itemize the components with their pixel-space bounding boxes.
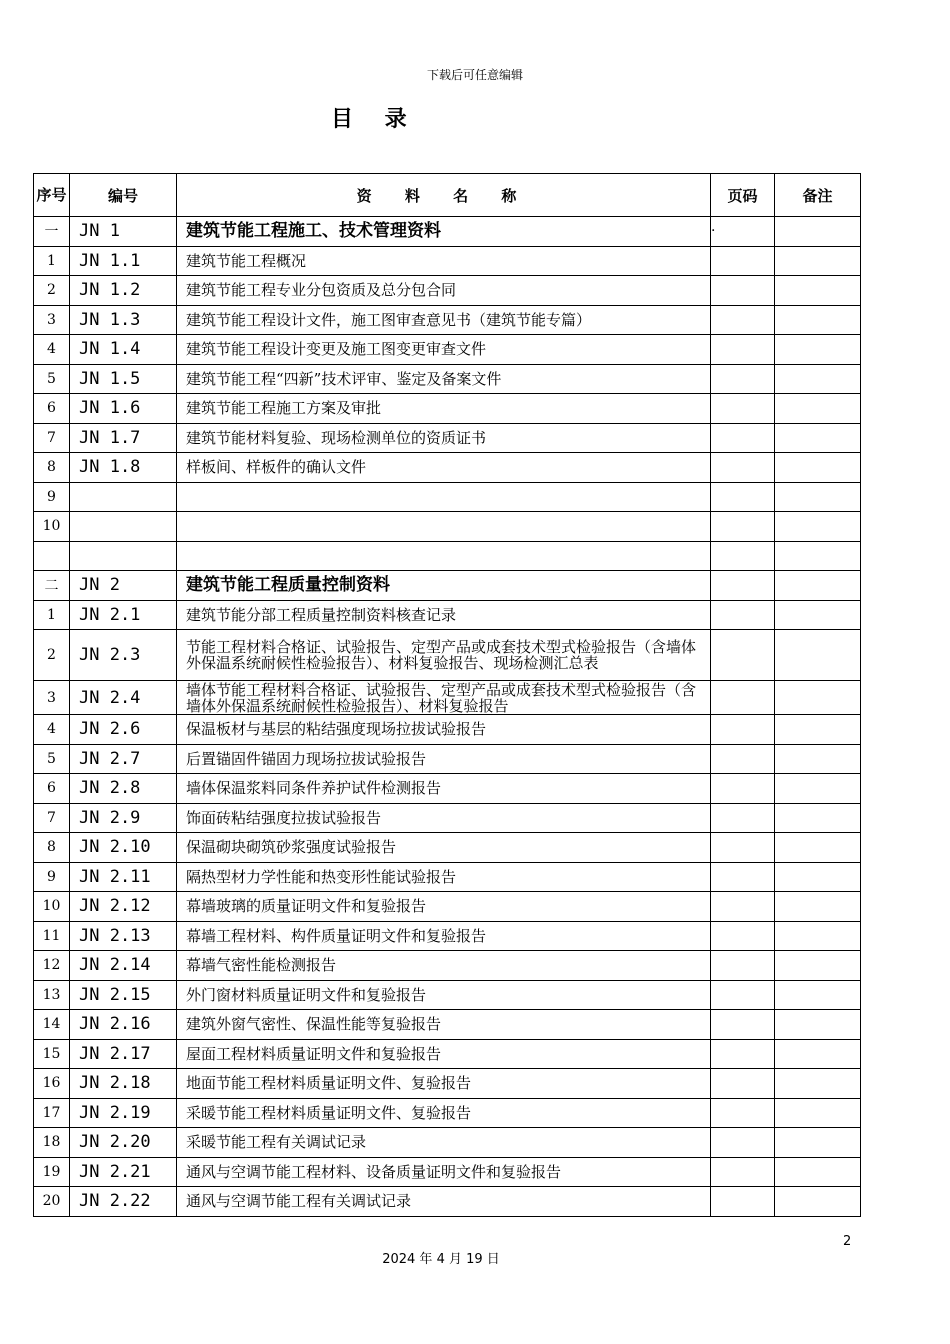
name-cell: 节能工程材料合格证、试验报告、定型产品或成套技术型式检验报告（含墙体外保温系统耐候性检验报告）、材料复验报告、现场检测汇总表 (177, 630, 711, 681)
table-row (34, 1039, 861, 1069)
table-body (34, 217, 861, 1217)
name-cell: 隔热型材力学性能和热变形性能试验报告 (177, 862, 711, 892)
table-row (34, 541, 861, 571)
page-cell (711, 1010, 775, 1040)
seq-cell: 9 (34, 862, 70, 892)
header-code: 编号 (70, 174, 177, 217)
code-cell: JN 1 (70, 217, 177, 247)
name-cell: 屋面工程材料质量证明文件和复验报告 (177, 1039, 711, 1069)
table-row (34, 512, 861, 542)
table-row (34, 744, 861, 774)
header-note: 备注 (775, 174, 861, 217)
seq-cell: 1 (34, 246, 70, 276)
name-cell: 建筑节能分部工程质量控制资料核查记录 (177, 600, 711, 630)
page-cell (711, 980, 775, 1010)
code-cell: JN 2.3 (70, 630, 177, 681)
code-cell: JN 2 (70, 571, 177, 601)
page-cell (711, 512, 775, 542)
table-row (34, 364, 861, 394)
name-cell: 采暖节能工程有关调试记录 (177, 1128, 711, 1158)
code-cell (70, 541, 177, 571)
code-cell: JN 2.20 (70, 1128, 177, 1158)
header-seq: 序号 (34, 174, 70, 217)
table-row (34, 335, 861, 365)
table-row (34, 1010, 861, 1040)
name-cell: 样板间、样板件的确认文件 (177, 453, 711, 483)
code-cell: JN 1.7 (70, 423, 177, 453)
header-page: 页码 (711, 174, 775, 217)
code-cell: JN 2.15 (70, 980, 177, 1010)
table-row (34, 833, 861, 863)
note-cell (775, 217, 861, 247)
table-row (34, 921, 861, 951)
note-cell (775, 1010, 861, 1040)
code-cell: JN 2.17 (70, 1039, 177, 1069)
seq-cell: 17 (34, 1098, 70, 1128)
note-cell (775, 774, 861, 804)
section-row (34, 217, 861, 247)
name-cell: 建筑节能工程质量控制资料 (177, 571, 711, 601)
page-cell (711, 1187, 775, 1217)
name-cell: 外门窗材料质量证明文件和复验报告 (177, 980, 711, 1010)
seq-cell: 14 (34, 1010, 70, 1040)
table-row (34, 862, 861, 892)
name-cell: 建筑节能工程“四新”技术评审、鉴定及备案文件 (177, 364, 711, 394)
name-cell: 建筑节能工程施工、技术管理资料 (177, 217, 711, 247)
name-cell: 通风与空调节能工程有关调试记录 (177, 1187, 711, 1217)
seq-cell: 19 (34, 1157, 70, 1187)
name-cell: 饰面砖粘结强度拉拔试验报告 (177, 803, 711, 833)
seq-cell: 13 (34, 980, 70, 1010)
note-cell (775, 1039, 861, 1069)
page-cell (711, 571, 775, 601)
seq-cell: 3 (34, 681, 70, 715)
code-cell: JN 2.16 (70, 1010, 177, 1040)
code-cell: JN 1.2 (70, 276, 177, 306)
name-cell: 保温板材与基层的粘结强度现场拉拔试验报告 (177, 715, 711, 745)
seq-cell: 8 (34, 833, 70, 863)
page-cell (711, 276, 775, 306)
code-cell: JN 2.9 (70, 803, 177, 833)
note-cell (775, 862, 861, 892)
note-cell (775, 335, 861, 365)
seq-cell: 2 (34, 630, 70, 681)
seq-cell: 5 (34, 744, 70, 774)
table-row (34, 1128, 861, 1158)
page-cell (711, 951, 775, 981)
page-cell (711, 1128, 775, 1158)
seq-cell: 7 (34, 803, 70, 833)
table-row (34, 630, 861, 681)
note-cell (775, 364, 861, 394)
code-cell: JN 2.10 (70, 833, 177, 863)
note-cell (775, 276, 861, 306)
name-cell: 建筑节能材料复验、现场检测单位的资质证书 (177, 423, 711, 453)
page-cell (711, 305, 775, 335)
page-cell (711, 630, 775, 681)
note-cell (775, 833, 861, 863)
table-row (34, 980, 861, 1010)
note-cell (775, 951, 861, 981)
name-cell (177, 482, 711, 512)
note-cell (775, 715, 861, 745)
code-cell: JN 2.7 (70, 744, 177, 774)
seq-cell: 二 (34, 571, 70, 601)
name-cell: 建筑外窗气密性、保温性能等复验报告 (177, 1010, 711, 1040)
page-cell (711, 246, 775, 276)
table-row (34, 600, 861, 630)
page-cell (711, 335, 775, 365)
code-cell (70, 482, 177, 512)
page-cell (711, 681, 775, 715)
name-cell: 建筑节能工程设计变更及施工图变更审查文件 (177, 335, 711, 365)
note-cell (775, 600, 861, 630)
table-row (34, 276, 861, 306)
seq-cell: 15 (34, 1039, 70, 1069)
table-row (34, 1098, 861, 1128)
page-cell (711, 803, 775, 833)
page-cell (711, 394, 775, 424)
name-cell (177, 512, 711, 542)
note-cell (775, 1098, 861, 1128)
code-cell: JN 1.4 (70, 335, 177, 365)
note-cell (775, 1069, 861, 1099)
seq-cell: 11 (34, 921, 70, 951)
note-cell (775, 1187, 861, 1217)
table-row (34, 715, 861, 745)
page-cell (711, 1039, 775, 1069)
seq-cell: 20 (34, 1187, 70, 1217)
note-cell (775, 541, 861, 571)
seq-cell: 2 (34, 276, 70, 306)
table-row (34, 803, 861, 833)
table-row (34, 774, 861, 804)
code-cell: JN 2.12 (70, 892, 177, 922)
seq-cell: 5 (34, 364, 70, 394)
code-cell: JN 2.1 (70, 600, 177, 630)
code-cell: JN 2.19 (70, 1098, 177, 1128)
name-cell: 墙体节能工程材料合格证、试验报告、定型产品或成套技术型式检验报告（含墙体外保温系统耐候性检验报告）、材料复验报告 (177, 681, 711, 715)
seq-cell: 4 (34, 715, 70, 745)
note-cell (775, 980, 861, 1010)
code-cell: JN 2.18 (70, 1069, 177, 1099)
header-name: 资 料 名 称 (177, 174, 711, 217)
code-cell: JN 1.8 (70, 453, 177, 483)
name-cell: 保温砌块砌筑砂浆强度试验报告 (177, 833, 711, 863)
page-cell (711, 921, 775, 951)
table-row (34, 951, 861, 981)
page-cell (711, 423, 775, 453)
footer-date: 2024 年 4 月 19 日 (382, 1252, 500, 1267)
section-row (34, 571, 861, 601)
note-cell (775, 246, 861, 276)
name-cell (177, 541, 711, 571)
table-row (34, 246, 861, 276)
name-cell: 通风与空调节能工程材料、设备质量证明文件和复验报告 (177, 1157, 711, 1187)
note-cell (775, 681, 861, 715)
note-cell (775, 305, 861, 335)
name-cell: 幕墙气密性能检测报告 (177, 951, 711, 981)
code-cell: JN 1.5 (70, 364, 177, 394)
code-cell: JN 1.6 (70, 394, 177, 424)
note-cell (775, 921, 861, 951)
name-cell: 后置锚固件锚固力现场拉拔试验报告 (177, 744, 711, 774)
note-cell (775, 482, 861, 512)
seq-cell: 6 (34, 774, 70, 804)
table-row (34, 1069, 861, 1099)
page-cell (711, 364, 775, 394)
page-cell (711, 453, 775, 483)
seq-cell: 3 (34, 305, 70, 335)
code-cell: JN 1.1 (70, 246, 177, 276)
name-cell: 采暖节能工程材料质量证明文件、复验报告 (177, 1098, 711, 1128)
code-cell: JN 2.6 (70, 715, 177, 745)
code-cell: JN 2.21 (70, 1157, 177, 1187)
note-cell (775, 423, 861, 453)
table-row (34, 453, 861, 483)
seq-cell: 10 (34, 892, 70, 922)
name-cell: 建筑节能工程概况 (177, 246, 711, 276)
seq-cell: 6 (34, 394, 70, 424)
note-cell (775, 394, 861, 424)
seq-cell: 16 (34, 1069, 70, 1099)
name-cell: 建筑节能工程设计文件，施工图审查意见书（建筑节能专篇） (177, 305, 711, 335)
page-cell (711, 892, 775, 922)
table-row (34, 394, 861, 424)
table-row (34, 482, 861, 512)
code-cell: JN 2.4 (70, 681, 177, 715)
code-cell: JN 1.3 (70, 305, 177, 335)
note-cell (775, 512, 861, 542)
code-cell: JN 2.8 (70, 774, 177, 804)
page-cell (711, 541, 775, 571)
name-cell: 幕墙工程材料、构件质量证明文件和复验报告 (177, 921, 711, 951)
note-cell (775, 571, 861, 601)
page-cell (711, 833, 775, 863)
page-cell (711, 1098, 775, 1128)
page-cell (711, 715, 775, 745)
page-cell (711, 1157, 775, 1187)
name-cell: 地面节能工程材料质量证明文件、复验报告 (177, 1069, 711, 1099)
page-cell (711, 482, 775, 512)
name-cell: 墙体保温浆料同条件养护试件检测报告 (177, 774, 711, 804)
table-row (34, 1157, 861, 1187)
header-row (34, 174, 861, 217)
seq-cell: 4 (34, 335, 70, 365)
header-note: 下载后可任意编辑 (426, 68, 523, 82)
name-cell: 建筑节能工程施工方案及审批 (177, 394, 711, 424)
page-cell (711, 744, 775, 774)
page-cell (711, 862, 775, 892)
table-row (34, 1187, 861, 1217)
note-cell (775, 453, 861, 483)
table-row (34, 423, 861, 453)
code-cell (70, 512, 177, 542)
seq-cell: 9 (34, 482, 70, 512)
note-cell (775, 630, 861, 681)
table-row (34, 681, 861, 715)
page-cell (711, 600, 775, 630)
page-cell: · (711, 217, 775, 247)
contents-table (33, 173, 861, 1217)
code-cell: JN 2.11 (70, 862, 177, 892)
code-cell: JN 2.14 (70, 951, 177, 981)
name-cell: 幕墙玻璃的质量证明文件和复验报告 (177, 892, 711, 922)
seq-cell: 7 (34, 423, 70, 453)
seq-cell: 18 (34, 1128, 70, 1158)
seq-cell: 1 (34, 600, 70, 630)
code-cell: JN 2.22 (70, 1187, 177, 1217)
seq-cell (34, 541, 70, 571)
page-title: 目 录 (331, 107, 419, 132)
seq-cell: 一 (34, 217, 70, 247)
page-number: 2 (843, 1234, 852, 1249)
table-row (34, 305, 861, 335)
page-cell (711, 774, 775, 804)
seq-cell: 8 (34, 453, 70, 483)
page-cell (711, 1069, 775, 1099)
seq-cell: 10 (34, 512, 70, 542)
name-cell: 建筑节能工程专业分包资质及总分包合同 (177, 276, 711, 306)
note-cell (775, 744, 861, 774)
code-cell: JN 2.13 (70, 921, 177, 951)
table-row (34, 892, 861, 922)
seq-cell: 12 (34, 951, 70, 981)
note-cell (775, 1128, 861, 1158)
note-cell (775, 1157, 861, 1187)
note-cell (775, 803, 861, 833)
note-cell (775, 892, 861, 922)
